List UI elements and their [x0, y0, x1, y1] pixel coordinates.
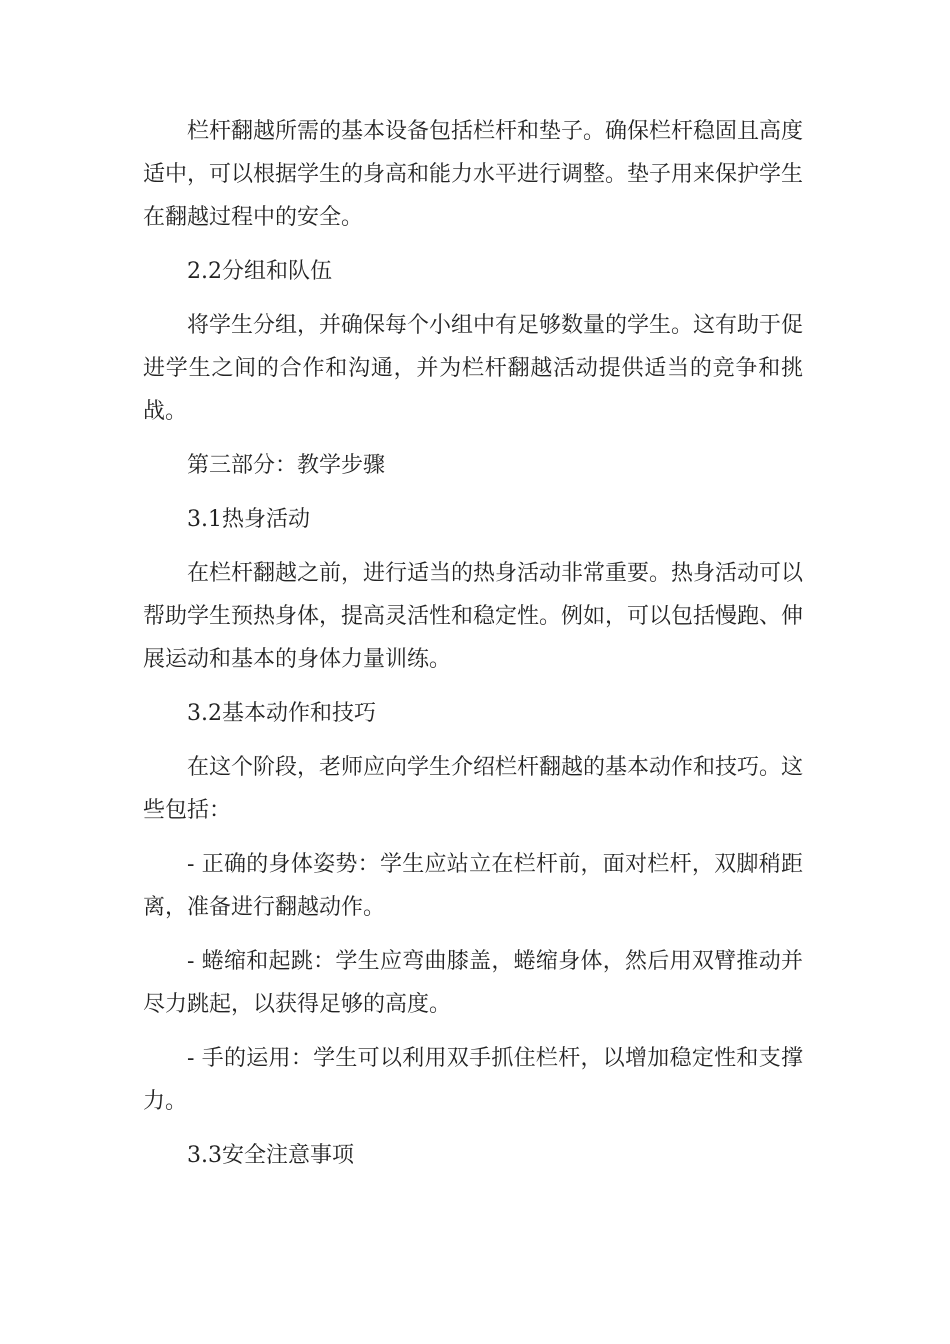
paragraph-equipment: 栏杆翻越所需的基本设备包括栏杆和垫子。确保栏杆稳固且高度适中，可以根据学生的身高和能力水平进行调整。垫子用来保护学生在翻越过程中的安全。: [143, 119, 804, 230]
heading-part-3: 第三部分：教学步骤: [187, 453, 386, 478]
paragraph-grouping: 将学生分组，并确保每个小组中有足够数量的学生。这有助于促进学生之间的合作和沟通，并为栏杆翻越活动提供适当的竞争和挑战。: [143, 313, 804, 424]
heading-3-2: 3.2基本动作和技巧: [187, 701, 376, 726]
bullet-crouch-jump: - 蜷缩和起跳：学生应弯曲膝盖，蜷缩身体，然后用双臂推动并尽力跳起，以获得足够的高度。: [143, 949, 803, 1017]
heading-3-1: 3.1热身活动: [187, 507, 310, 532]
bullet-hands: - 手的运用：学生可以利用双手抓住栏杆，以增加稳定性和支撑力。: [143, 1046, 803, 1114]
document-body: [143, 110, 803, 1188]
paragraph-warmup: 在栏杆翻越之前，进行适当的热身活动非常重要。热身活动可以帮助学生预热身体，提高灵活性和稳定性。例如，可以包括慢跑、伸展运动和基本的身体力量训练。: [143, 561, 804, 672]
bullet-posture: - 正确的身体姿势：学生应站立在栏杆前，面对栏杆，双脚稍距离，准备进行翻越动作。: [143, 852, 803, 920]
heading-2-2: 2.2分组和队伍: [187, 259, 332, 284]
heading-3-3: 3.3安全注意事项: [187, 1143, 354, 1168]
paragraph-techniques-intro: 在这个阶段，老师应向学生介绍栏杆翻越的基本动作和技巧。这些包括：: [143, 755, 804, 823]
